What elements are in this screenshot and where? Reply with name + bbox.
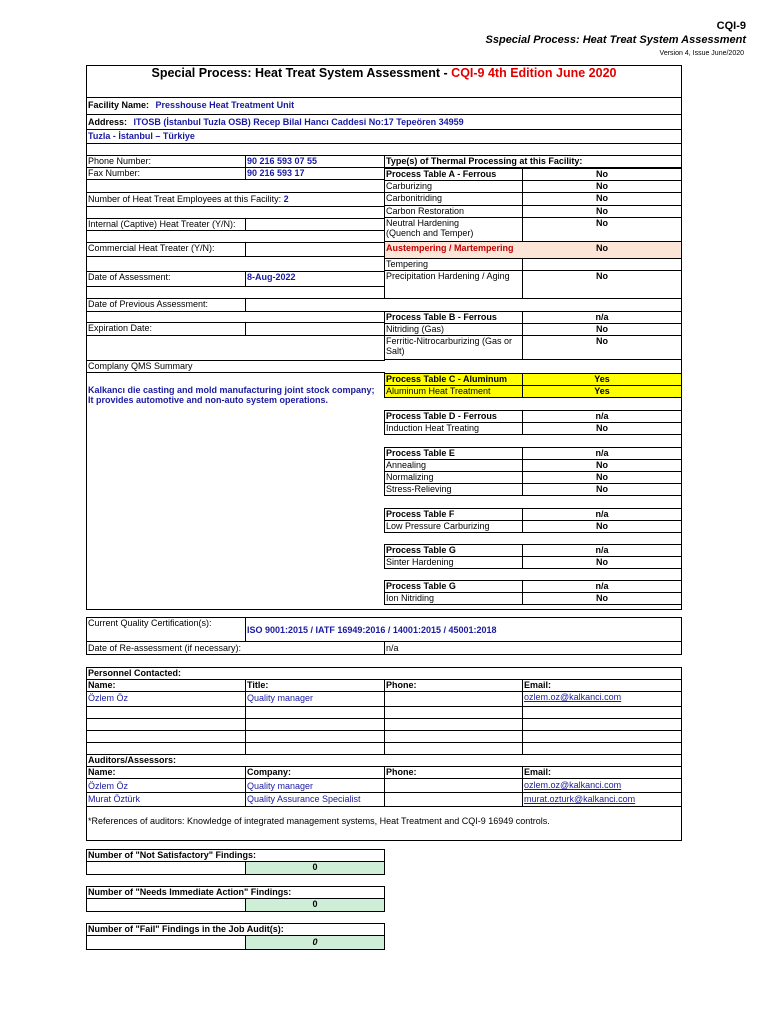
annealing-label: Annealing bbox=[386, 460, 427, 470]
carbon-restoration-label: Carbon Restoration bbox=[386, 206, 465, 216]
low-pressure-carburizing-label: Low Pressure Carburizing bbox=[386, 521, 490, 531]
neutral-hardening-label: Neutral Hardening bbox=[386, 218, 460, 228]
austempering-value: No bbox=[596, 243, 608, 253]
personnel-col-email: Email: bbox=[524, 680, 552, 690]
assessment-date-label: Date of Assessment: bbox=[88, 272, 171, 282]
personnel-name: Özlem Öz bbox=[88, 693, 129, 703]
commercial-label: Commercial Heat Treater (Y/N): bbox=[88, 243, 215, 253]
table-c-title: Process Table C - Aluminum bbox=[386, 374, 508, 384]
table-d-value: n/a bbox=[595, 411, 609, 421]
employees-row bbox=[88, 194, 289, 205]
auditors-col-email: Email: bbox=[524, 767, 552, 777]
aluminum-heat-treatment-label: Aluminum Heat Treatment bbox=[386, 386, 491, 396]
auditors-col-company: Company: bbox=[247, 767, 292, 777]
previous-assessment-label: Date of Previous Assessment: bbox=[88, 299, 209, 309]
divider bbox=[522, 679, 523, 754]
carburizing-value: No bbox=[596, 181, 608, 191]
induction-heat-treating-label: Induction Heat Treating bbox=[386, 423, 480, 433]
divider bbox=[245, 679, 246, 754]
normalizing-value: No bbox=[596, 472, 608, 482]
divider bbox=[245, 322, 246, 335]
divider bbox=[86, 311, 385, 312]
fax-value: 90 216 593 17 bbox=[247, 168, 305, 178]
address-line-2: Tuzla - İstanbul – Türkiye bbox=[88, 131, 195, 141]
carbonitriding-value: No bbox=[596, 193, 608, 203]
table-f-title: Process Table F bbox=[386, 509, 455, 519]
neutral-hardening-label-2: (Quench and Temper) bbox=[386, 228, 474, 238]
ion-nitriding-label: Ion Nitriding bbox=[386, 593, 435, 603]
facility-address bbox=[88, 117, 464, 128]
divider bbox=[86, 129, 682, 130]
address-value: ITOSB (İstanbul Tuzla OSB) Recep Bilal Hancı Caddesi No:17 Tepeören 34959 bbox=[133, 117, 464, 127]
divider bbox=[384, 641, 385, 655]
auditors-heading: Auditors/Assessors: bbox=[88, 755, 177, 765]
personnel-email-link[interactable]: ozlem.oz@kalkanci.com bbox=[524, 692, 622, 702]
divider bbox=[86, 114, 682, 115]
divider bbox=[245, 155, 246, 179]
divider bbox=[86, 97, 682, 98]
divider bbox=[86, 372, 385, 373]
immediate-action-value: 0 bbox=[312, 899, 318, 909]
divider bbox=[86, 192, 385, 193]
reassessment-label: Date of Re-assessment (if necessary): bbox=[88, 643, 242, 653]
table-f-value: n/a bbox=[595, 509, 609, 519]
auditor-1-company: Quality manager bbox=[247, 781, 314, 791]
form-title-main: Special Process: Heat Treat System Assessment - bbox=[151, 66, 452, 80]
facility-name-value: Presshouse Heat Treatment Unit bbox=[155, 100, 295, 110]
qms-summary-line-2: It provides automotive and non-auto system operations. bbox=[88, 395, 329, 405]
austempering-label: Austempering / Martempering bbox=[386, 243, 514, 253]
assessment-date-value: 8-Aug-2022 bbox=[247, 272, 296, 282]
certification-value: ISO 9001:2015 / IATF 16949:2016 / 14001:2015 / 45001:2018 bbox=[247, 625, 497, 635]
divider bbox=[384, 258, 682, 259]
facility-name bbox=[88, 100, 294, 111]
fail-findings-value: 0 bbox=[312, 937, 318, 947]
qms-summary-line-1: Kalkancı die casting and mold manufacturing joint stock company; bbox=[88, 385, 375, 395]
low-pressure-carburizing-value: No bbox=[596, 521, 608, 531]
reassessment-value: n/a bbox=[386, 643, 399, 653]
auditors-col-phone: Phone: bbox=[386, 767, 417, 777]
ion-nitriding-value: No bbox=[596, 593, 608, 603]
table-g1-value: n/a bbox=[595, 545, 609, 555]
sinter-hardening-label: Sinter Hardening bbox=[386, 557, 454, 567]
sinter-hardening-value: No bbox=[596, 557, 608, 567]
ferritic-nitrocarburizing-value: No bbox=[596, 336, 608, 346]
divider bbox=[86, 806, 682, 807]
captive-label: Internal (Captive) Heat Treater (Y/N): bbox=[88, 219, 236, 229]
ferritic-nitrocarburizing-label-2: Salt) bbox=[386, 346, 405, 356]
not-satisfactory-label: Number of "Not Satisfactory" Findings: bbox=[88, 850, 257, 860]
table-e-value: n/a bbox=[595, 448, 609, 458]
divider bbox=[245, 617, 246, 641]
divider bbox=[384, 766, 385, 806]
carbonitriding-label: Carbonitriding bbox=[386, 193, 443, 203]
table-g2-value: n/a bbox=[595, 581, 609, 591]
auditors-col-name: Name: bbox=[88, 767, 116, 777]
fail-findings-label: Number of "Fail" Findings in the Job Audit(s): bbox=[88, 924, 284, 934]
expiration-date-label: Expiration Date: bbox=[88, 323, 153, 333]
document-code: CQI-9 bbox=[716, 20, 746, 32]
divider bbox=[86, 179, 385, 180]
phone-label: Phone Number: bbox=[88, 156, 152, 166]
nitriding-gas-label: Nitriding (Gas) bbox=[386, 324, 445, 334]
qms-summary-label: Complany QMS Summary bbox=[88, 361, 193, 371]
form-title-edition: CQI-9 4th Edition June 2020 bbox=[451, 66, 617, 80]
table-a-title: Process Table A - Ferrous bbox=[386, 169, 497, 179]
personnel-col-phone: Phone: bbox=[386, 680, 417, 690]
personnel-col-title: Title: bbox=[247, 680, 269, 690]
phone-value: 90 216 593 07 55 bbox=[247, 156, 318, 166]
carbon-restoration-value: No bbox=[596, 206, 608, 216]
divider bbox=[86, 206, 385, 207]
table-g1-title: Process Table G bbox=[386, 545, 456, 555]
divider bbox=[245, 298, 246, 311]
divider bbox=[86, 335, 385, 336]
tempering-label: Tempering bbox=[386, 259, 429, 269]
employees-label: Number of Heat Treat Employees at this Facility: bbox=[88, 194, 282, 204]
divider bbox=[522, 766, 523, 806]
table-a-value: No bbox=[596, 169, 608, 179]
auditor-references-note: *References of auditors: Knowledge of integrated management systems, Heat Treatment and CQI-9 16949 controls. bbox=[88, 816, 550, 826]
divider bbox=[86, 286, 385, 287]
divider bbox=[86, 143, 682, 144]
divider bbox=[245, 271, 246, 286]
divider bbox=[86, 256, 385, 257]
not-satisfactory-value: 0 bbox=[312, 862, 318, 872]
precipitation-hardening-label: Precipitation Hardening / Aging bbox=[386, 271, 510, 281]
auditor-2-email-link[interactable]: murat.ozturk@kalkanci.com bbox=[524, 794, 636, 804]
document-subtitle: Sspecial Process: Heat Treat System Assessment bbox=[485, 34, 746, 46]
table-b-value: n/a bbox=[595, 312, 609, 322]
auditor-2-name: Murat Öztürk bbox=[88, 794, 141, 804]
table-d-title: Process Table D - Ferrous bbox=[386, 411, 497, 421]
document-version: Version 4, Issue June/2020 bbox=[659, 50, 744, 57]
form-title bbox=[86, 66, 682, 80]
normalizing-label: Normalizing bbox=[386, 472, 434, 482]
divider bbox=[384, 679, 385, 754]
table-b-title: Process Table B - Ferrous bbox=[386, 312, 497, 322]
aluminum-heat-treatment-value: Yes bbox=[594, 386, 610, 396]
immediate-action-label: Number of "Needs Immediate Action" Findings: bbox=[88, 887, 292, 897]
carburizing-label: Carburizing bbox=[386, 181, 433, 191]
stress-relieving-value: No bbox=[596, 484, 608, 494]
personnel-title: Quality manager bbox=[247, 693, 314, 703]
divider bbox=[245, 242, 246, 256]
certification-label: Current Quality Certification(s): bbox=[88, 618, 212, 628]
annealing-value: No bbox=[596, 460, 608, 470]
divider bbox=[86, 230, 385, 231]
employees-value: 2 bbox=[283, 194, 289, 204]
table-c-value: Yes bbox=[594, 374, 610, 384]
personnel-col-name: Name: bbox=[88, 680, 116, 690]
induction-heat-treating-value: No bbox=[596, 423, 608, 433]
divider bbox=[245, 218, 246, 230]
processing-types-header: Type(s) of Thermal Processing at this Facility: bbox=[386, 156, 583, 166]
table-g2-title: Process Table G bbox=[386, 581, 456, 591]
table-e-title: Process Table E bbox=[386, 448, 455, 458]
precipitation-hardening-value: No bbox=[596, 271, 608, 281]
auditor-2-company: Quality Assurance Specialist bbox=[247, 794, 361, 804]
nitriding-gas-value: No bbox=[596, 324, 608, 334]
personnel-heading: Personnel Contacted: bbox=[88, 668, 182, 678]
auditor-1-email-link[interactable]: ozlem.oz@kalkanci.com bbox=[524, 780, 622, 790]
facility-name-label: Facility Name: bbox=[88, 100, 150, 110]
address-label: Address: bbox=[88, 117, 128, 127]
neutral-hardening-value: No bbox=[596, 218, 608, 228]
divider bbox=[245, 766, 246, 806]
stress-relieving-label: Stress-Relieving bbox=[386, 484, 452, 494]
auditor-1-name: Özlem Öz bbox=[88, 781, 129, 791]
fax-label: Fax Number: bbox=[88, 168, 141, 178]
ferritic-nitrocarburizing-label: Ferritic-Nitrocarburizing (Gas or bbox=[386, 336, 513, 346]
